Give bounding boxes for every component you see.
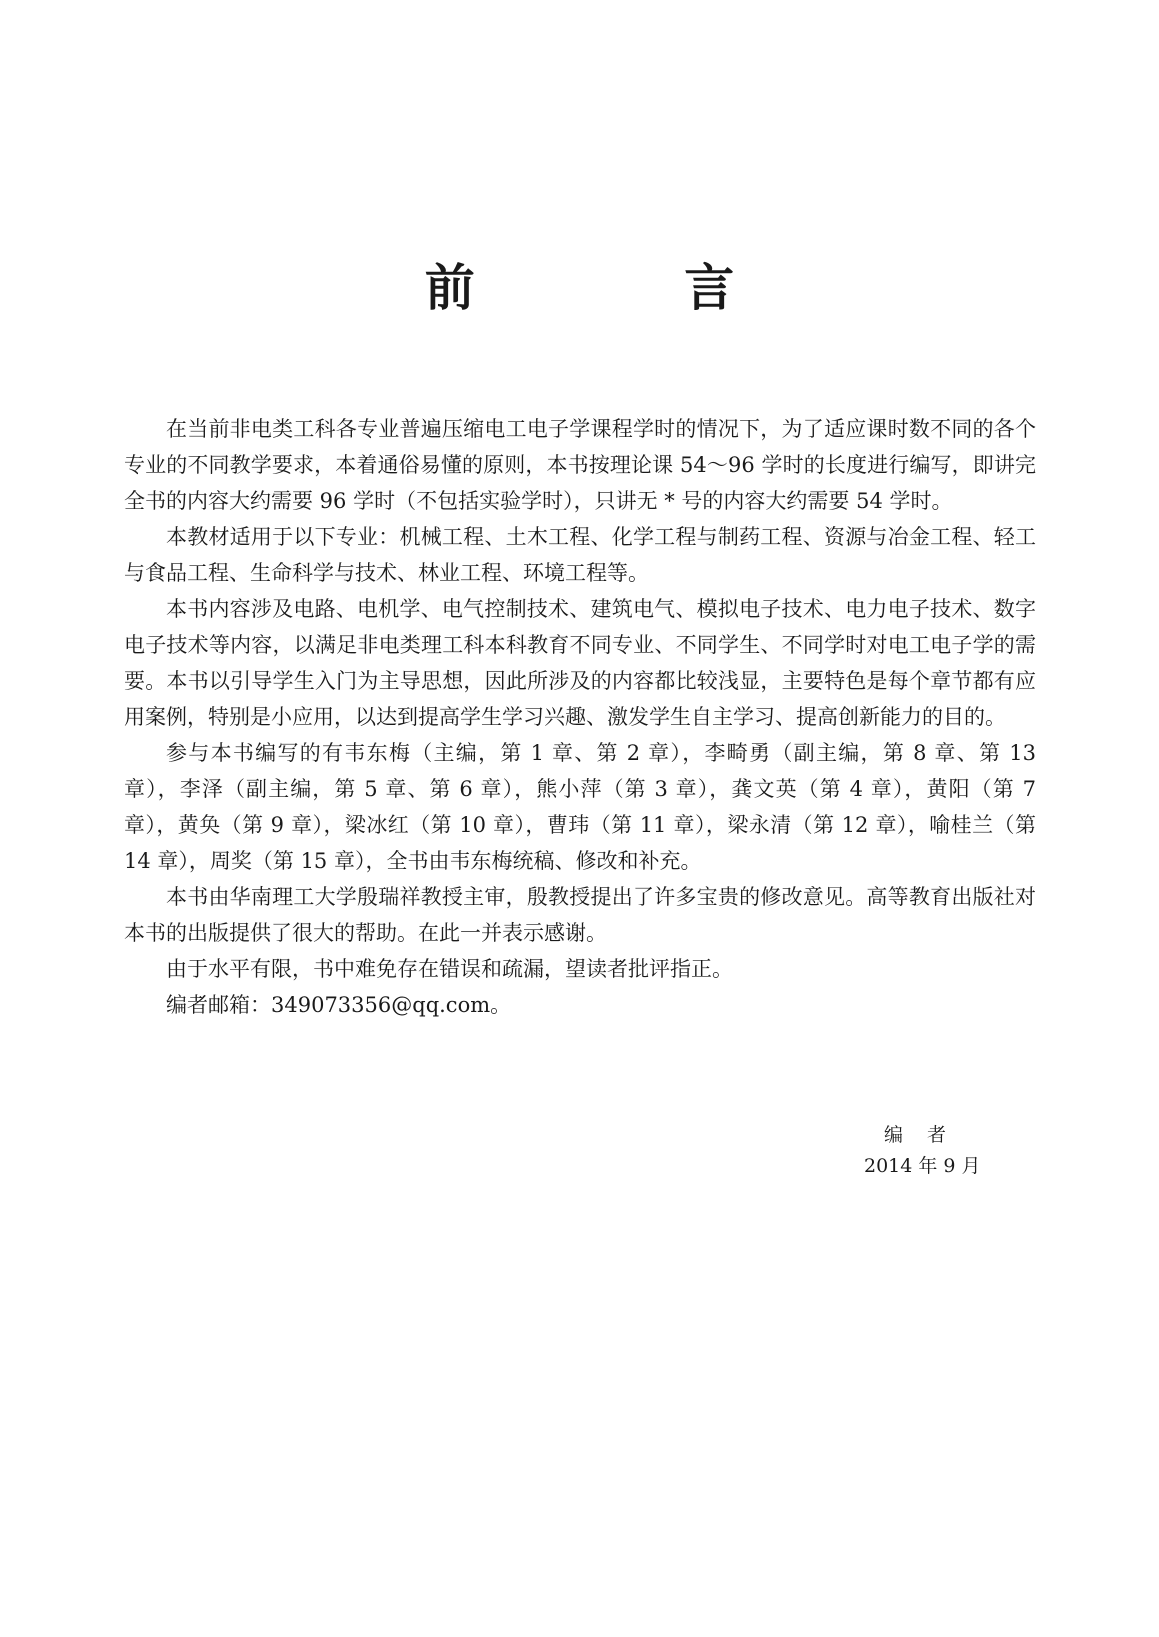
preface-body — [124, 411, 1036, 1023]
paragraph-email: 编者邮箱：349073356@qq.com。 — [166, 993, 512, 1017]
paragraph-6: 由于水平有限，书中难免存在错误和疏漏，望读者批评指正。 — [166, 957, 733, 981]
page-title: 前 言 — [424, 259, 831, 317]
signature-name: 编者 — [884, 1124, 971, 1146]
signature-block — [820, 1119, 1000, 1181]
paragraph-4: 参与本书编写的有韦东梅（主编，第 1 章、第 2 章），李畸勇（副主编，第 8 章、第 13 章），李泽（副主编，第 5 章、第 6 章），熊小萍（第 3 章），龚文英（第 4 章），黄阳（第 7 章），黄奂（第 9 章），梁冰红（第 10 章），曹玮（第 11 章），梁永清（第 12 章），喻桂兰（第 14 章），周奖（第 15 章），全书由韦东梅统稿、修改和补充。 — [124, 741, 1036, 873]
paragraph-3: 本书内容涉及电路、电机学、电气控制技术、建筑电气、模拟电子技术、电力电子技术、数字电子技术等内容，以满足非电类理工科本科教育不同专业、不同学生、不同学时对电工电子学的需要。本书以引导学生入门为主导思想，因此所涉及的内容都比较浅显，主要特色是每个章节都有应用案例，特别是小应用，以达到提高学生学习兴趣、激发学生自主学习、提高创新能力的目的。 — [124, 597, 1036, 729]
paragraph-5: 本书由华南理工大学殷瑞祥教授主审，殷教授提出了许多宝贵的修改意见。高等教育出版社对本书的出版提供了很大的帮助。在此一并表示感谢。 — [124, 885, 1036, 945]
paragraph-2: 本教材适用于以下专业：机械工程、土木工程、化学工程与制药工程、资源与冶金工程、轻工与食品工程、生命科学与技术、林业工程、环境工程等。 — [124, 525, 1036, 585]
paragraph-1: 在当前非电类工科各专业普遍压缩电工电子学课程学时的情况下，为了适应课时数不同的各个专业的不同教学要求，本着通俗易懂的原则，本书按理论课 54～96 学时的长度进行编写，即讲完全书的内容大约需要 96 学时（不包括实验学时），只讲无 * 号的内容大约需要 54 学时。 — [124, 417, 1036, 513]
signature-date: 2014 年 9 月 — [864, 1155, 981, 1177]
